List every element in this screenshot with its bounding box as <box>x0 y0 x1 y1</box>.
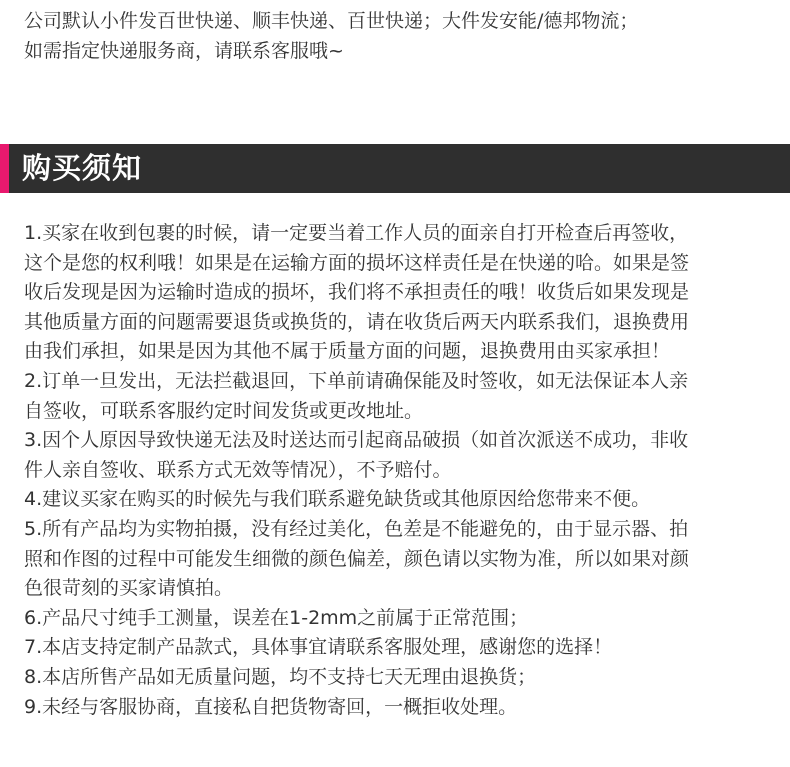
notice-line: 由我们承担，如果是因为其他不属于质量方面的问题，退换费用由买家承担！ <box>24 340 671 363</box>
shipping-info <box>24 6 774 66</box>
notice-line: 3.因个人原因导致快递无法及时送达而引起商品破损（如首次派送不成功，非收 <box>24 429 689 452</box>
section-accent-stripe <box>0 144 9 193</box>
notice-line: 8.本店所售产品如无质量问题，均不支持七天无理由退换货； <box>24 665 537 688</box>
notice-line: 1.买家在收到包裹的时候，请一定要当着工作人员的面亲自打开检查后再签收， <box>24 222 689 244</box>
notice-line: 5.所有产品均为实物拍摄，没有经过美化，色差是不能避免的，由于显示器、拍 <box>24 517 689 540</box>
notice-line: 件人亲自签收、联系方式无效等情况），不予赔付。 <box>24 458 452 481</box>
section-header <box>0 144 790 193</box>
notice-line: 收后发现是因为运输时造成的损坏，我们将不承担责任的哦！收货后如果发现是 <box>24 281 690 304</box>
purchase-notice <box>24 219 768 722</box>
notice-line: 2.订单一旦发出，无法拦截退回，下单前请确保能及时签收，如无法保证本人亲 <box>24 369 689 392</box>
notice-line: 自签收，可联系客服约定时间发货或更改地址。 <box>24 399 424 422</box>
shipping-info-line: 如需指定快递服务商，请联系客服哦~ <box>24 40 344 62</box>
section-title: 购买须知 <box>22 151 143 185</box>
notice-line: 照和作图的过程中可能发生细微的颜色偏差，颜色请以实物为准，所以如果对颜 <box>24 547 690 570</box>
notice-line: 7.本店支持定制产品款式，具体事宜请联系客服处理，感谢您的选择！ <box>24 636 613 659</box>
notice-line: 这个是您的权利哦！如果是在运输方面的损坏这样责任是在快递的哈。如果是签 <box>24 251 690 274</box>
notice-line: 4.建议买家在购买的时候先与我们联系避免缺货或其他原因给您带来不便。 <box>24 488 651 511</box>
shipping-info-line: 公司默认小件发百世快递、顺丰快递、百世快递；大件发安能/德邦物流； <box>24 10 639 32</box>
notice-line: 其他质量方面的问题需要退货或换货的，请在收货后两天内联系我们，退换费用 <box>24 310 690 333</box>
notice-line: 9.未经与客服协商，直接私自把货物寄回，一概拒收处理。 <box>24 695 518 718</box>
notice-line: 色很苛刻的买家请慎拍。 <box>24 577 234 600</box>
notice-line: 6.产品尺寸纯手工测量，误差在1-2mm之前属于正常范围； <box>24 606 529 629</box>
